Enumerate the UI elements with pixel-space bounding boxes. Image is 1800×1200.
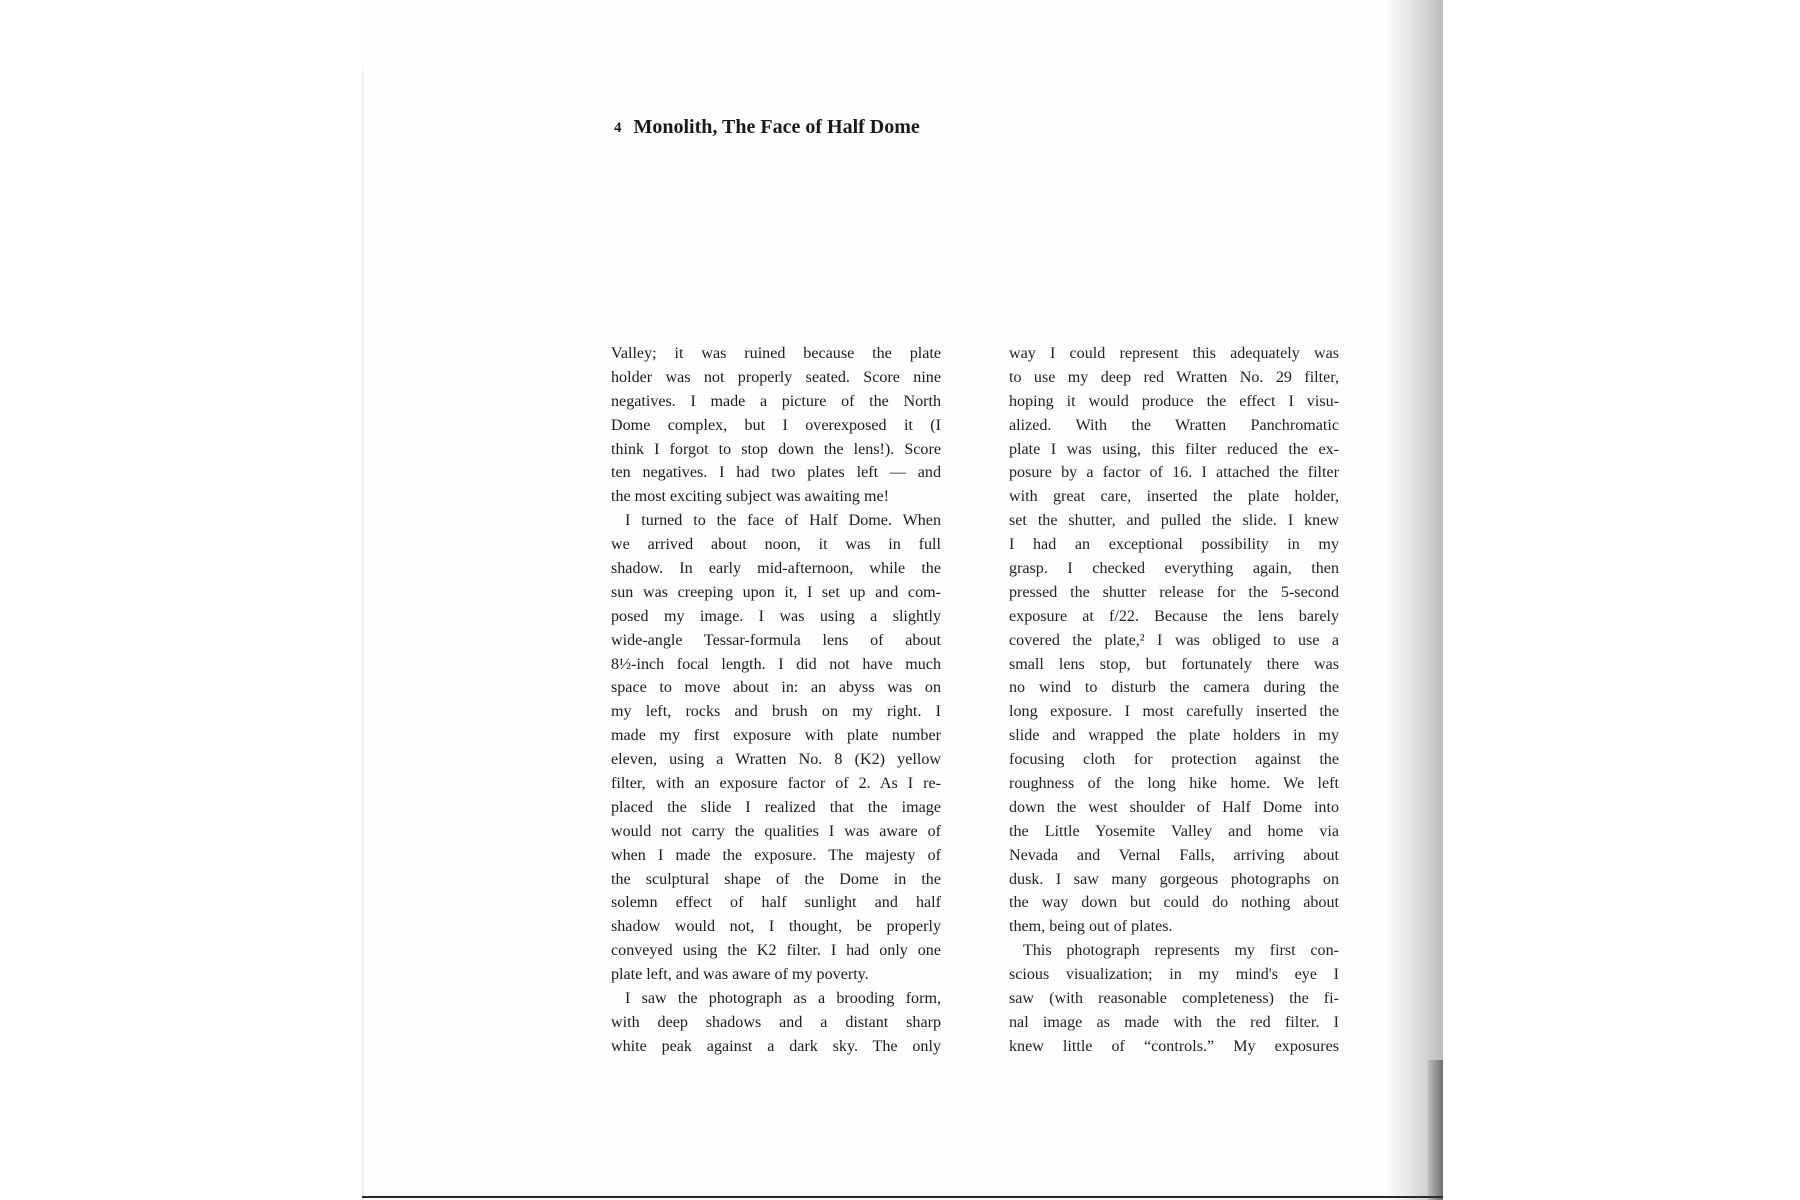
text-line [1009,963,1339,987]
text-line [611,987,941,1011]
text-line [1009,533,1339,557]
text-line [1009,461,1339,485]
text-line [611,438,941,462]
text-line [1009,1035,1339,1059]
text-line [611,461,941,485]
text-line [1009,844,1339,868]
text-line-content: filter, with an exposure factor of 2. As I re- [611,775,941,793]
text-column-left [611,342,941,1059]
text-line-content: conveyed using the K2 filter. I had only one [611,942,941,960]
text-line [611,366,941,390]
text-line-content: posed my image. I was using a slightly [611,607,941,625]
text-line-content: the Little Yosemite Valley and home via [1009,822,1339,840]
text-line [611,342,941,366]
text-line-content: pressed the shutter release for the 5-second [1009,583,1339,601]
text-line-content: think I forgot to stop down the lens!). Score [611,440,941,458]
text-line-content: no wind to disturb the camera during the [1009,679,1339,697]
text-line-content: space to move about in: an abyss was on [611,679,941,697]
text-line [1009,509,1339,533]
text-line-content: holder was not properly seated. Score nine [611,368,941,386]
text-line [611,724,941,748]
text-line-content: them, being out of plates. [1009,918,1173,936]
text-line [611,844,941,868]
text-line-content: plate I was using, this filter reduced the ex- [1009,440,1339,458]
text-line-content: scious visualization; in my mind's eye I [1009,966,1339,984]
text-line-content: alized. With the Wratten Panchromatic [1009,416,1339,434]
text-line-content: slide and wrapped the plate holders in my [1009,727,1339,745]
text-line [611,868,941,892]
text-line [611,700,941,724]
page-left-edge [362,70,364,1200]
text-line [611,629,941,653]
text-line-content: long exposure. I most carefully inserted the [1009,703,1339,721]
text-line-content: placed the slide I realized that the image [611,798,941,816]
text-line-content: set the shutter, and pulled the slide. I knew [1009,512,1339,530]
text-line [611,390,941,414]
text-line [1009,629,1339,653]
text-line-content: I turned to the face of Half Dome. When [625,512,941,530]
text-line [611,533,941,557]
text-line [1009,438,1339,462]
text-line [611,414,941,438]
text-line-content: ten negatives. I had two plates left — and [611,464,941,482]
text-line [611,939,941,963]
text-line-content: made my first exposure with plate number [611,727,941,745]
text-line-content: the way down but could do nothing about [1009,894,1339,912]
text-line-content: with deep shadows and a distant sharp [611,1013,941,1031]
text-line-content: down the west shoulder of Half Dome into [1009,798,1339,816]
text-line-content: focusing cloth for protection against the [1009,751,1339,769]
text-line [611,915,941,939]
text-line-content: sun was creeping upon it, I set up and com- [611,583,941,601]
text-line [611,820,941,844]
text-line-content: dusk. I saw many gorgeous photographs on [1009,870,1339,888]
text-line-content: small lens stop, but fortunately there was [1009,655,1339,673]
text-line [611,772,941,796]
text-line [1009,748,1339,772]
text-line [1009,820,1339,844]
text-line [611,485,941,509]
text-line-content: negatives. I made a picture of the North [611,392,941,410]
text-line [1009,1011,1339,1035]
text-line [611,963,941,987]
text-line [611,748,941,772]
running-head [614,116,920,139]
text-line [1009,557,1339,581]
text-line [611,676,941,700]
text-line-content: Valley; it was ruined because the plate [611,345,941,362]
text-line-content: solemn effect of half sunlight and half [611,894,941,912]
text-line [1009,772,1339,796]
text-line-content: way I could represent this adequately was [1009,345,1339,362]
text-line-content: the most exciting subject was awaiting me! [611,488,889,506]
text-line [1009,724,1339,748]
text-line [1009,414,1339,438]
text-line [1009,939,1339,963]
text-line [1009,915,1339,939]
text-line-content: shadow would not, I thought, be properly [611,918,941,936]
text-line-content: I saw the photograph as a brooding form, [625,990,941,1008]
text-line-content: plate left, and was aware of my poverty. [611,966,869,984]
page-number: 4 [614,120,622,136]
text-line [611,509,941,533]
text-line [1009,605,1339,629]
book-gutter-shadow [1385,0,1443,1200]
text-line-content: when I made the exposure. The majesty of [611,846,941,864]
text-line [1009,700,1339,724]
book-gutter-dark-corner [1428,1060,1443,1200]
text-line-content: white peak against a dark sky. The only [611,1037,941,1055]
text-line-content: exposure at f/22. Because the lens barely [1009,607,1339,625]
text-line [611,557,941,581]
text-line [1009,891,1339,915]
text-line [611,653,941,677]
text-line [611,891,941,915]
text-line [1009,987,1339,1011]
text-line [1009,653,1339,677]
text-line-content: posure by a factor of 16. I attached the filter [1009,464,1339,482]
text-line [1009,342,1339,366]
text-line [611,1035,941,1059]
text-line-content: hoping it would produce the effect I visu- [1009,392,1339,410]
text-line [1009,366,1339,390]
text-line-content: the sculptural shape of the Dome in the [611,870,941,888]
text-line-content: This photograph represents my first con- [1023,942,1339,960]
page-bottom-edge [362,1196,1443,1198]
text-line [1009,796,1339,820]
text-line-content: my left, rocks and brush on my right. I [611,703,941,721]
text-line-content: 8½-inch focal length. I did not have much [611,655,941,673]
text-line-content: Dome complex, but I overexposed it (I [611,416,941,434]
text-line-content: Nevada and Vernal Falls, arriving about [1009,846,1339,864]
text-line [611,581,941,605]
text-line [1009,868,1339,892]
text-line-content: wide-angle Tessar-formula lens of about [611,631,941,649]
text-line [611,1011,941,1035]
text-line-content: covered the plate,² I was obliged to use a [1009,631,1339,649]
text-line-content: shadow. In early mid-afternoon, while the [611,560,941,578]
text-line-content: knew little of “controls.” My exposures [1009,1037,1339,1055]
text-line-content: we arrived about noon, it was in full [611,536,941,554]
text-line-content: eleven, using a Wratten No. 8 (K2) yellow [611,751,941,769]
text-line-content: grasp. I checked everything again, then [1009,560,1339,578]
text-line [611,605,941,629]
chapter-title: Monolith, The Face of Half Dome [633,116,920,138]
text-line-content: I had an exceptional possibility in my [1009,536,1339,554]
text-column-right [1009,342,1339,1059]
text-line [611,796,941,820]
text-line-content: would not carry the qualities I was aware of [611,822,941,840]
text-line [1009,676,1339,700]
text-line-content: saw (with reasonable completeness) the fi- [1009,990,1339,1008]
text-line [1009,581,1339,605]
text-line-content: nal image as made with the red filter. I [1009,1013,1339,1031]
text-line [1009,485,1339,509]
text-line-content: with great care, inserted the plate holder, [1009,488,1339,506]
text-line-content: roughness of the long hike home. We left [1009,775,1339,793]
text-line-content: to use my deep red Wratten No. 29 filter, [1009,368,1339,386]
text-line [1009,390,1339,414]
